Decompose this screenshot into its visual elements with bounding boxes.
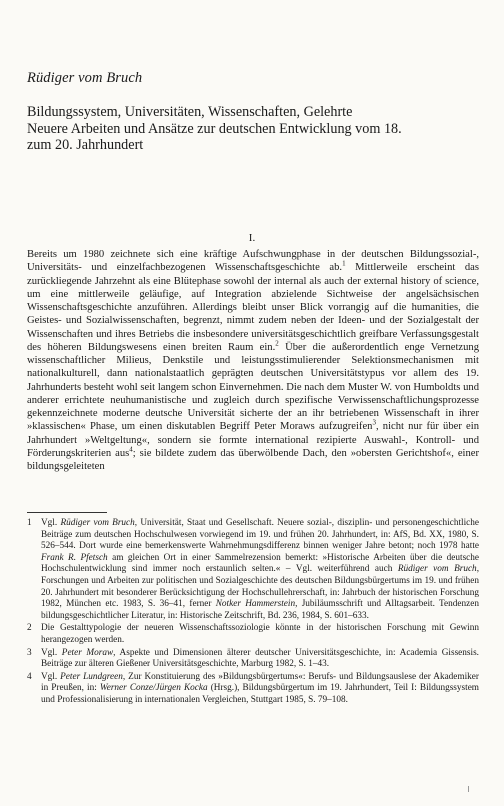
title-line: Neuere Arbeiten und Ansätze zur deutschen Entwicklung vom 18. bbox=[27, 120, 402, 137]
section-number: I. bbox=[248, 232, 256, 244]
cited-author: Peter Moraw bbox=[61, 647, 114, 658]
footnotes bbox=[27, 518, 479, 708]
footnote-ref[interactable]: 1 bbox=[342, 259, 346, 268]
footnote bbox=[27, 623, 479, 646]
cited-author: Peter Lundgreen bbox=[60, 671, 123, 682]
body-text-run: ; sie bildete zudem das überwölbende Dach, den »obersten Gerichtshof«, einer bildungsgeleiteten bbox=[27, 447, 480, 472]
body-paragraph bbox=[27, 248, 479, 473]
footnote bbox=[27, 518, 479, 622]
footnote bbox=[27, 648, 479, 671]
body-text-run: , nicht nur für über ein Jahrhundert »Weltgeltung«, sondern sie formte international rezipierte Auswahl-, Kontroll- und Förderungskriterien aus bbox=[27, 421, 479, 459]
author-name: Rüdiger vom Bruch bbox=[27, 70, 143, 86]
footnote-number: 2 bbox=[27, 623, 32, 634]
cited-author: Notker Hammerstein bbox=[215, 599, 296, 610]
footnote-ref[interactable]: 4 bbox=[129, 445, 133, 454]
body-text-run: Bereits um 1980 zeichnete sich eine kräftige Aufschwungphase in der deutschen Bildungssozial-, Universitäts- und einzelfachbezogenen Wissenschaftsgeschichte ab. bbox=[27, 249, 479, 274]
article-title bbox=[27, 104, 487, 154]
body-text-run: Mittlerweile erscheint das zurückliegende Jahrzehnt als eine Blütephase sowohl der internal als auch der external history of science, um eine mittlerweile geläufige, auf Integration abzielende Sichtweise der angelsächsischen Wissenschaftsgeschichte anzuführen. Allerdings bleibt unser Blick vorrangig auf die humanities, die Geistes- und Sozialwissenschaften, begrenzt, nimmt zudem neben der Ideen- und der Sozialgestalt der Wissenschaften und ihres Betriebs die insbesondere universitätsgeschichtlich greifbare Verfassungsgestalt des höheren Bildungswesens einen breiten Raum ein. bbox=[27, 262, 479, 353]
footnote-divider bbox=[27, 512, 107, 513]
cited-author: Rüdiger vom Bruch bbox=[60, 518, 135, 528]
cited-author: Werner Conze/Jürgen Kocka bbox=[99, 683, 208, 694]
footnote-ref[interactable]: 2 bbox=[275, 339, 279, 348]
footnote-text: Die Gestalttypologie der neueren Wissenschaftssoziologie könnte in der historischen Forschung mit Gewinn herangezogen werden. bbox=[41, 623, 479, 645]
title-line: zum 20. Jahrhundert bbox=[27, 137, 144, 153]
footnote-number: 4 bbox=[27, 671, 32, 682]
footnote bbox=[27, 672, 479, 707]
cited-author: Frank R. Pfetsch bbox=[41, 552, 108, 563]
footnote-text: Vgl. Rüdiger vom Bruch, Universität, Staat und Gesellschaft. Neuere sozial-, disziplin- und personengeschichtliche Beiträge zum deutschen Hochschulwesen vorwiegend im 19. und frühen 20. Jahrhundert, in: AfS, Bd. XX, 1980, S. 526–544. Dort wurde eine bemerkenswerte Wahrnehmungsdifferenz binnen weniger Jahre betont; noch 1978 hatte Frank R. Pfetsch am gleichen Ort in einer Sammelrezension bemerkt: »Historische Arbeiten über die deutsche Hochschulentwicklung sind immer noch erstaunlich selten.« – Vgl. weiterführend auch Rüdiger vom Bruch, Forschungen und Arbeiten zur politischen und Sozialgeschichte des deutschen Bildungsbürgertums im 19. und frühen 20. Jahrhundert mit besonderer Berücksichtigung der Hochschullehrerschaft, in: Jahrbuch der historischen Forschung 1982, München etc. 1983, S. 36–41, ferner Notker Hammerstein, Jubiläumsschrift und Alltagsarbeit. Tendenzen bildungsgeschichtlicher Literatur, in: Historische Zeitschrift, Bd. 236, 1984, S. 601–633. bbox=[41, 518, 480, 621]
footnote-ref[interactable]: 3 bbox=[372, 418, 376, 427]
footnote-text: Vgl. Peter Moraw, Aspekte und Dimensionen älterer deutscher Universitätsgeschichte, in: Academia Gissensis. Beiträge zur älteren Gießener Universitätsgeschichte, Marburg 1982, S. 1–43. bbox=[41, 647, 479, 670]
footnote-number: 3 bbox=[27, 647, 32, 658]
body-text bbox=[27, 248, 479, 473]
footnote-number: 1 bbox=[27, 518, 32, 528]
scan-mark bbox=[468, 786, 473, 792]
footnote-text: Vgl. Peter Lundgreen, Zur Konstituierung des »Bildungsbürgertums«: Berufs- und Bildungsauslese der Akademiker in Preußen, in: Werner Conze/Jürgen Kocka (Hrsg.), Bildungsbürgertum im 19. Jahrhundert, Teil I: Bildungssystem und Professionalisierung in internationalen Vergleichen, Stuttgart 1985, S. 79–108. bbox=[41, 671, 479, 705]
body-text-run: Über die außerordentlich enge Vernetzung wissenschaftlicher Milieus, Denkstile und leistungsstimulierender Selektionsmechanismen mit nationalkulturell, dann nationalstaatlich geprägten deutschen Universitätstypus vor allem des 19. Jahrhunderts besteht wohl seit langem schon Einvernehmen. Die nach dem Muster W. von Humboldts und anderer errichtete neuhumanistische und zugleich durch spezifische Verwissenschaftlichungsprozesse gekennzeichnete moderne deutsche Universität sicherte der an ihr betriebenen Wissenschaft in ihrer »klassischen« Phase, um einen diskutablen Begriff Peter Moraws aufzugreifen bbox=[27, 341, 479, 433]
title-line: Bildungssystem, Universitäten, Wissenschaften, Gelehrte bbox=[27, 104, 353, 120]
cited-author: Rüdiger vom Bruch bbox=[397, 564, 477, 575]
